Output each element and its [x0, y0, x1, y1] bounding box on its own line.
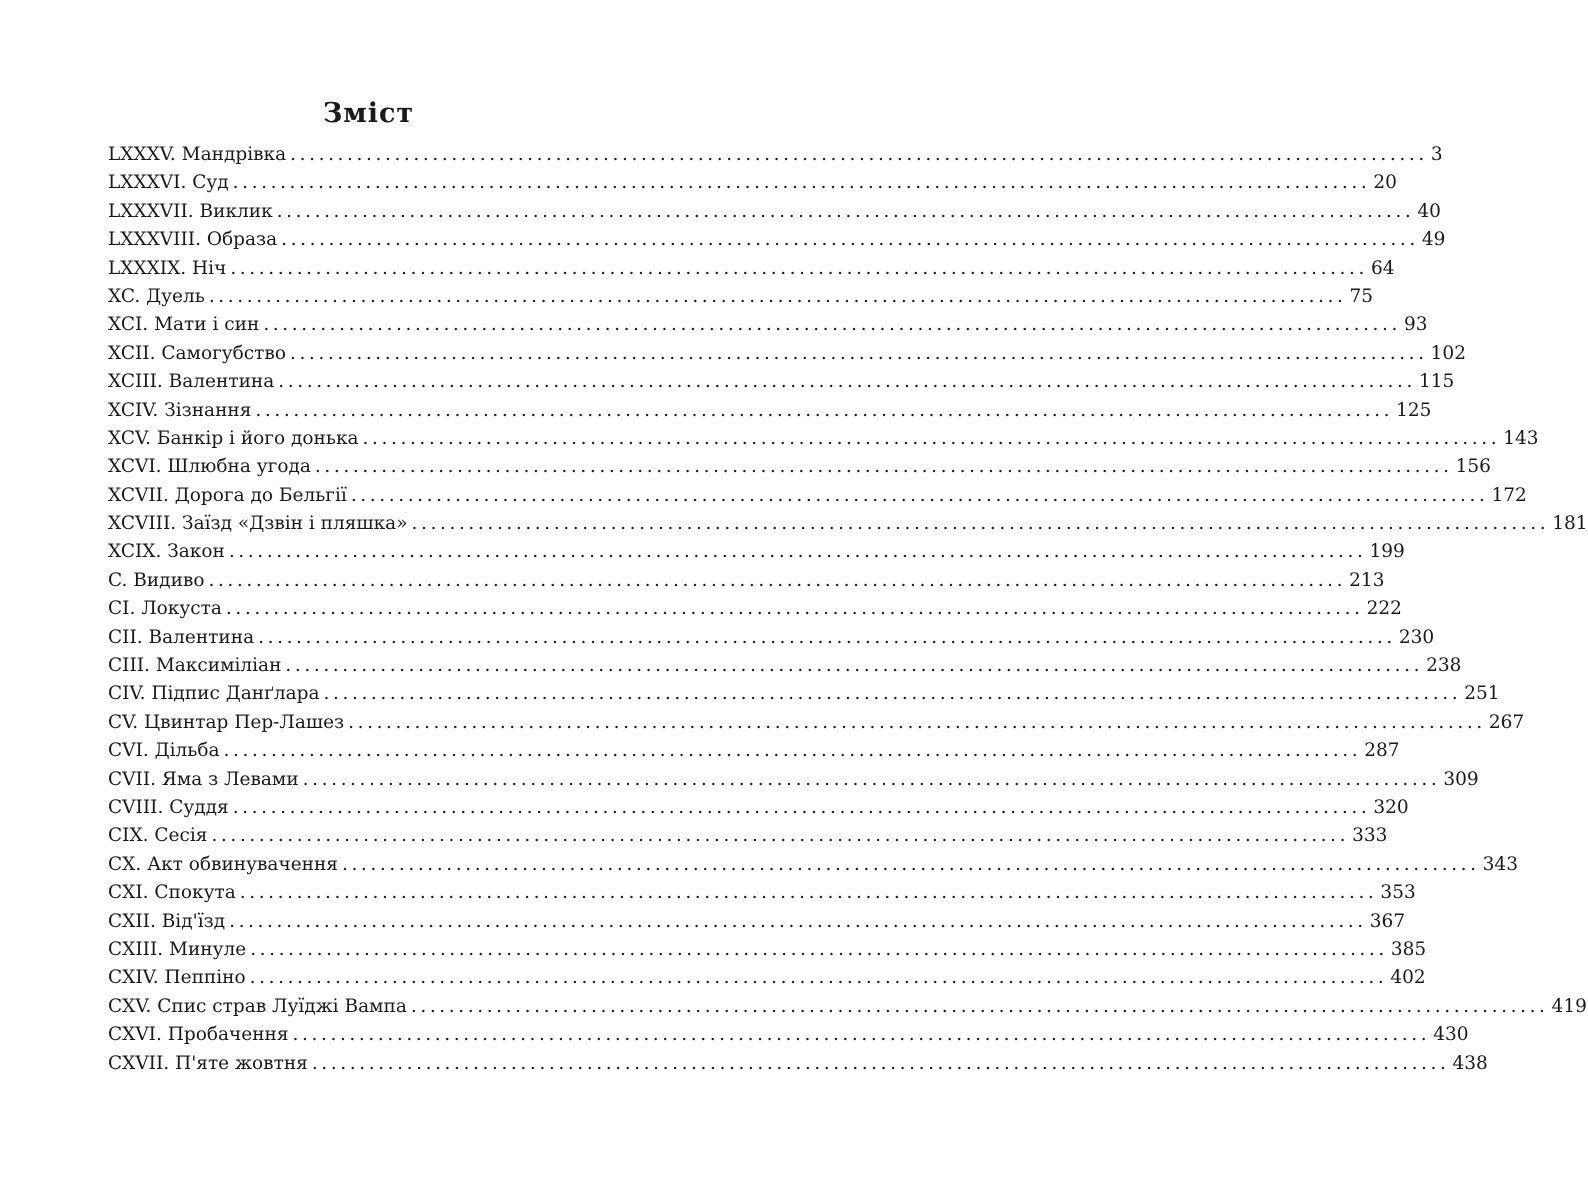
dot-leader: ........................................................................................................................: [292, 1024, 1431, 1046]
toc-entry-label: CI. Локуста: [108, 595, 226, 623]
dot-leader: ........................................................................................................................: [223, 740, 1362, 762]
toc-entry: [108, 879, 1416, 907]
toc-entry: [108, 737, 1400, 765]
toc-entry-page: 143: [1503, 427, 1539, 449]
toc-entry-page: 343: [1482, 853, 1518, 875]
dot-leader: ........................................................................................................................: [314, 456, 1453, 478]
toc-entry-page: 430: [1433, 1024, 1469, 1046]
toc-entry-page: 385: [1390, 938, 1427, 960]
toc-entry-label: CXIII. Минуле: [108, 936, 250, 964]
toc-entry-label: CII. Валентина: [108, 624, 258, 652]
dot-leader: ........................................................................................................................: [411, 513, 1550, 535]
toc-entry-label: XCIII. Валентина: [108, 368, 278, 396]
dot-leader: ........................................................................................................................: [281, 229, 1419, 251]
toc-entry: [108, 510, 1588, 538]
toc-entry-label: CXVII. П'яте жовтня: [108, 1050, 312, 1078]
toc-entry: [108, 368, 1455, 396]
toc-entry-label: CXII. Від'їзд: [108, 908, 229, 936]
toc-entry-label: XCVIII. Заїзд «Дзвін і пляшка»: [108, 510, 412, 538]
dot-leader: ........................................................................................................................: [276, 200, 1415, 222]
toc-entry: [108, 397, 1432, 425]
toc-entry: [108, 766, 1479, 794]
toc-entry-page: 75: [1349, 285, 1374, 307]
dot-leader: ........................................................................................................................: [410, 995, 1549, 1017]
toc-entry-page: 267: [1488, 711, 1525, 733]
toc-entry-page: 102: [1430, 342, 1466, 364]
dot-leader: ........................................................................................................................: [362, 427, 1501, 449]
toc-entry: [108, 340, 1466, 368]
toc-entry: [108, 425, 1539, 453]
toc-entry: [108, 936, 1427, 964]
toc-entry-page: 40: [1417, 200, 1441, 222]
toc-entry-page: 199: [1369, 541, 1405, 563]
toc-entry-label: CVI. Дільба: [108, 737, 224, 765]
toc-entry-page: 287: [1364, 740, 1400, 762]
dot-leader: ........................................................................................................................: [208, 285, 1347, 307]
dot-leader: ........................................................................................................................: [232, 796, 1371, 818]
toc-entry-label: XCI. Мати і син: [108, 311, 263, 339]
toc-entry-page: 438: [1452, 1052, 1488, 1074]
toc-entry-page: 93: [1404, 314, 1428, 336]
dot-leader: ........................................................................................................................: [348, 711, 1486, 733]
toc-entry-page: 353: [1380, 882, 1416, 904]
dot-leader: ........................................................................................................................: [278, 371, 1416, 393]
toc-entry-label: XCVI. Шлюбна угода: [108, 453, 315, 481]
toc-entry-page: 172: [1491, 484, 1527, 506]
toc-entry-page: 238: [1426, 655, 1462, 677]
toc-entry-page: 3: [1430, 144, 1443, 165]
toc-entry-label: CX. Акт обвинувачення: [108, 851, 342, 879]
toc-entry: [108, 964, 1426, 992]
dot-leader: ........................................................................................................................: [263, 314, 1401, 336]
toc-entry-page: 367: [1369, 910, 1406, 932]
toc-entry: [108, 680, 1500, 708]
toc-entry-page: 230: [1398, 626, 1435, 648]
toc-entry: [108, 908, 1406, 936]
toc-entry: [108, 652, 1462, 680]
toc-entry-label: LXXXV. Мандрівка: [108, 141, 290, 169]
dot-leader: ........................................................................................................................: [323, 683, 1462, 705]
dot-leader: ........................................................................................................................: [230, 257, 1369, 279]
dot-leader: ........................................................................................................................: [225, 598, 1364, 620]
toc-entry-page: 49: [1421, 229, 1446, 251]
toc-entry-page: 320: [1373, 796, 1409, 818]
toc-entry: [108, 822, 1388, 850]
toc-entry: [108, 709, 1525, 737]
dot-leader: ........................................................................................................................: [228, 541, 1367, 563]
toc-entry-label: CVIII. Суддя: [108, 794, 233, 822]
toc-entry: [108, 198, 1441, 226]
toc-entry: [108, 794, 1409, 822]
toc-entry: [108, 993, 1587, 1021]
toc-entry: [108, 567, 1385, 595]
toc-entry-page: 64: [1371, 257, 1395, 279]
toc-entry-page: 402: [1390, 967, 1426, 989]
toc-entry: [108, 311, 1428, 339]
toc-entry: [108, 453, 1491, 481]
toc-entry-page: 333: [1352, 825, 1388, 847]
dot-leader: ........................................................................................................................: [311, 1052, 1450, 1074]
dot-leader: ........................................................................................................................: [285, 655, 1424, 677]
toc-entry-page: 251: [1464, 683, 1500, 705]
toc-entry: [108, 851, 1518, 879]
toc-entry-label: CV. Цвинтар Пер-Лашез: [108, 709, 348, 737]
toc-entry-label: XCVII. Дорога до Бельгії: [108, 482, 351, 510]
toc-entry-label: LXXXIX. Ніч: [108, 255, 230, 283]
dot-leader: ........................................................................................................................: [229, 910, 1367, 932]
toc-entry-label: LXXXVI. Суд: [108, 169, 233, 197]
toc-entry-label: CXVI. Пробачення: [108, 1021, 293, 1049]
toc-entry: [108, 482, 1527, 510]
toc-entry-page: 222: [1366, 598, 1402, 620]
toc-entry: [108, 1050, 1488, 1078]
toc-entry: [108, 1021, 1469, 1049]
dot-leader: ........................................................................................................................: [255, 399, 1394, 421]
toc-entry-page: 213: [1349, 569, 1385, 591]
toc-entry: [108, 226, 1446, 254]
toc-entry-page: 125: [1396, 399, 1432, 421]
page-title: Зміст: [322, 98, 415, 129]
dot-leader: ........................................................................................................................: [211, 825, 1350, 847]
toc-entry-page: 309: [1443, 768, 1479, 790]
toc-entry: [108, 283, 1374, 311]
dot-leader: ........................................................................................................................: [341, 853, 1480, 875]
toc-entry-label: XCIV. Зізнання: [108, 397, 255, 425]
toc-entry: [108, 169, 1397, 197]
toc-entry-label: CXI. Спокута: [108, 879, 240, 907]
toc-entry-label: XCIX. Закон: [108, 538, 229, 566]
dot-leader: ........................................................................................................................: [302, 768, 1441, 790]
toc-entry-label: LXXXVII. Виклик: [108, 198, 277, 226]
toc-entry-label: C. Видиво: [108, 567, 208, 595]
toc-entry-page: 181: [1552, 513, 1588, 535]
dot-leader: ........................................................................................................................: [290, 144, 1428, 165]
dot-leader: ........................................................................................................................: [208, 569, 1347, 591]
toc-entry-label: XC. Дуель: [108, 283, 209, 311]
toc-entry-page: 20: [1373, 172, 1397, 194]
dot-leader: ........................................................................................................................: [258, 626, 1396, 648]
toc-entry-label: CXIV. Пеппіно: [108, 964, 250, 992]
toc-entry-label: XCII. Самогубство: [108, 340, 290, 368]
toc-entry: [108, 624, 1435, 652]
toc-entry: [108, 141, 1443, 169]
toc-entry: [108, 538, 1405, 566]
toc-entry: [108, 255, 1395, 283]
toc-entry-label: CXV. Спис страв Луїджі Вампа: [108, 993, 411, 1021]
dot-leader: ........................................................................................................................: [250, 938, 1388, 960]
toc-entry-label: XCV. Банкір і його донька: [108, 425, 363, 453]
toc-entry: [108, 595, 1402, 623]
toc-entry-label: LXXXVIII. Образа: [108, 226, 281, 254]
dot-leader: ........................................................................................................................: [249, 967, 1388, 989]
toc-entry-page: 115: [1418, 371, 1455, 393]
table-of-contents: [108, 141, 1588, 1078]
toc-entry-label: CVII. Яма з Левами: [108, 766, 303, 794]
toc-entry-label: CIII. Максиміліан: [108, 652, 285, 680]
dot-leader: ........................................................................................................................: [232, 172, 1371, 194]
toc-entry-page: 156: [1455, 456, 1491, 478]
toc-entry-label: CIX. Сесія: [108, 822, 211, 850]
dot-leader: ........................................................................................................................: [350, 484, 1489, 506]
dot-leader: ........................................................................................................................: [289, 342, 1428, 364]
dot-leader: ........................................................................................................................: [239, 882, 1378, 904]
toc-entry-label: CIV. Підпис Данґлара: [108, 680, 324, 708]
toc-entry-page: 419: [1551, 995, 1587, 1017]
